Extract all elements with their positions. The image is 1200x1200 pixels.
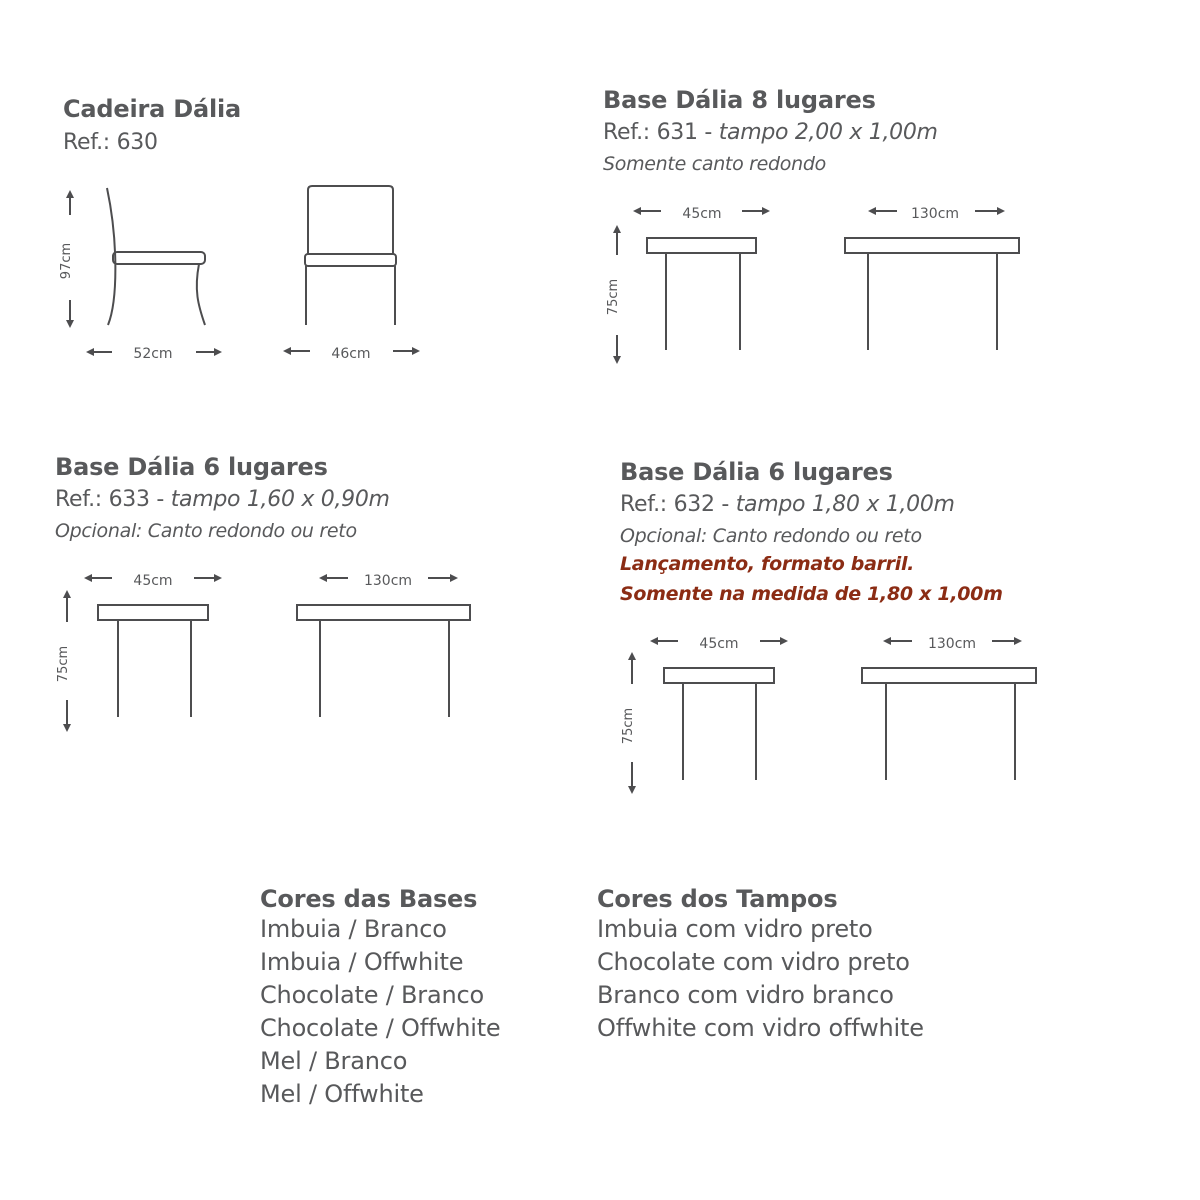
chair-ref: Ref.: 630 [63, 130, 158, 155]
base8-drawing [617, 211, 1019, 362]
chair-title: Cadeira Dália [63, 95, 242, 123]
chair-height-label: 97cm [59, 242, 74, 280]
base8-ref [603, 120, 938, 145]
base8-front-top [845, 238, 1019, 253]
base8-ref-detail: tampo 2,00 x 1,00m [718, 120, 938, 145]
top-colors-list [597, 913, 924, 1045]
base6b-note: Opcional: Canto redondo ou reto [620, 525, 922, 547]
base8-note: Somente canto redondo [603, 153, 826, 175]
chair-side-width-label: 52cm [133, 346, 173, 362]
base-colors-title: Cores das Bases [260, 885, 478, 913]
base6a-ref [55, 487, 390, 512]
list-item: Mel / Offwhite [260, 1080, 424, 1108]
base8-ref-prefix: Ref.: 631 - [603, 120, 719, 145]
list-item: Imbuia com vidro preto [597, 915, 873, 943]
base6b-title: Base Dália 6 lugares [620, 458, 893, 486]
list-item: Branco com vidro branco [597, 981, 894, 1009]
base6b-height-label: 75cm [621, 707, 636, 745]
chair-side-back [107, 188, 115, 325]
base6b-side-top [664, 668, 774, 683]
list-item: Mel / Branco [260, 1047, 408, 1075]
chair-front-back [308, 186, 393, 254]
top-colors-title: Cores dos Tampos [597, 885, 838, 913]
chair-front-width-label: 46cm [331, 346, 371, 362]
base8-side-width-label: 45cm [682, 206, 722, 222]
list-item: Imbuia / Offwhite [260, 948, 464, 976]
base6a-height-label: 75cm [56, 645, 71, 683]
list-item: Imbuia / Branco [260, 915, 447, 943]
base6b-drawing [632, 641, 1036, 792]
base6a-front-width-label: 130cm [363, 573, 413, 589]
base6b-highlight-size: Somente na medida de 1,80 x 1,00m [620, 583, 1003, 605]
chair-side-front-leg [197, 264, 205, 325]
base6a-title: Base Dália 6 lugares [55, 453, 328, 481]
list-item: Chocolate / Branco [260, 981, 484, 1009]
base8-side-top [647, 238, 756, 253]
base6a-side-top [98, 605, 208, 620]
chair-front-drawing [285, 186, 418, 351]
base6b-side-width-label: 45cm [699, 636, 739, 652]
base8-title: Base Dália 8 lugares [603, 86, 876, 114]
base6a-ref-detail: tampo 1,60 x 0,90m [170, 487, 390, 512]
base6a-note: Opcional: Canto redondo ou reto [55, 520, 357, 542]
base6a-ref-prefix: Ref.: 633 - [55, 487, 171, 512]
base6b-ref [620, 492, 955, 517]
chair-front-seat [305, 254, 396, 266]
base6a-drawing [67, 578, 470, 730]
list-item: Chocolate / Offwhite [260, 1014, 501, 1042]
base6a-side-width-label: 45cm [133, 573, 173, 589]
base6b-ref-detail: tampo 1,80 x 1,00m [735, 492, 955, 517]
base6b-front-width-label: 130cm [927, 636, 977, 652]
top-colors-section [597, 885, 924, 1045]
base6b-front-top [862, 668, 1036, 683]
list-item: Offwhite com vidro offwhite [597, 1014, 924, 1042]
list-item: Chocolate com vidro preto [597, 948, 910, 976]
base6b-ref-prefix: Ref.: 632 - [620, 492, 736, 517]
chair-side-drawing [70, 188, 220, 352]
base6b-highlight-launch: Lançamento, formato barril. [620, 553, 915, 575]
chair-side-seat [113, 252, 205, 264]
base6a-front-top [297, 605, 470, 620]
base8-height-label: 75cm [606, 278, 621, 316]
base8-front-width-label: 130cm [910, 206, 960, 222]
base-colors-section [260, 885, 500, 1111]
base-colors-list [260, 913, 500, 1111]
